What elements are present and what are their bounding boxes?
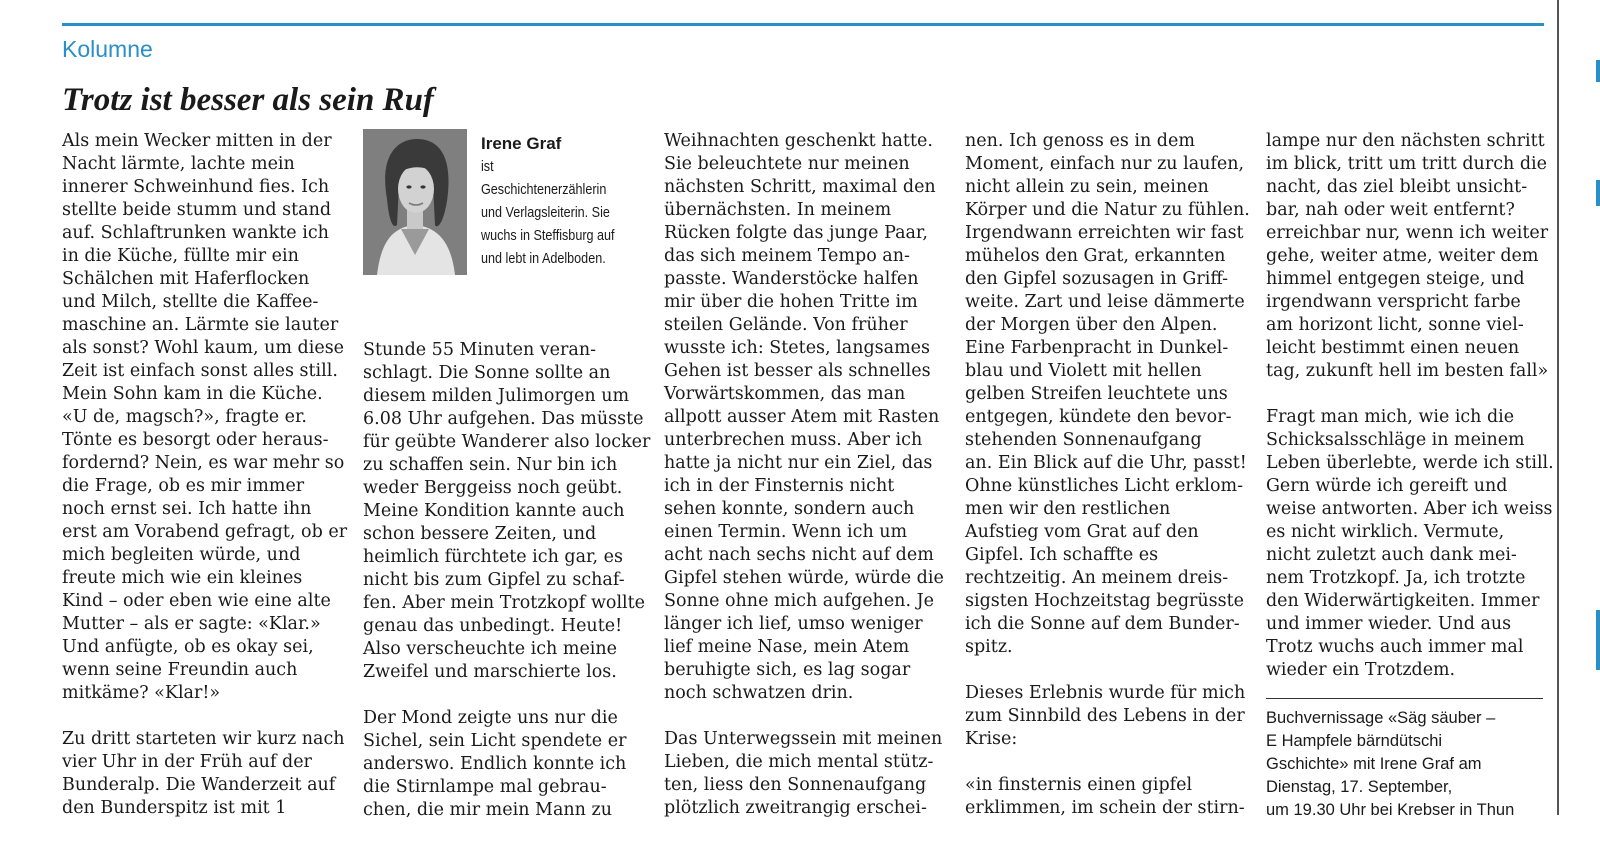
paragraph: «in finsternis einen gipfel erklimmen, im schein der stirn- bbox=[965, 775, 1245, 818]
article-headline: Trotz ist besser als sein Ruf bbox=[62, 82, 434, 118]
paragraph: Das Unterwegssein mit meinen Lieben, die mich mental stütz- ten, liess den Sonnenaufgang plötzlich zweitrangig erschei- bbox=[664, 729, 943, 818]
event-divider bbox=[1266, 698, 1543, 699]
paragraph: lampe nur den nächsten schritt im blick, tritt um tritt durch die nacht, das ziel bleibt unsicht- bar, nah oder weit entfernt? erreichbar nur, wenn ich weiter gehe, weiter atme, weiter dem himmel entgegen steige, und irgendwann verspricht farbe am horizont licht, sonne viel- leicht bestimmt einen neuen tag, zukunft hell im besten fall» bbox=[1266, 131, 1549, 381]
section-label: Kolumne bbox=[62, 36, 153, 62]
gutter-rule bbox=[1557, 0, 1559, 815]
paragraph: Als mein Wecker mitten in der Nacht lärmte, lachte mein innerer Schweinhund fies. Ich stellte beide stumm und stand auf. Schlaftrunken wankte ich in die Küche, füllte mir ein Schälchen mit Haferflocken und Milch, stellte die Kaffee- maschine an. Lärmte sie lauter als sonst? Wohl kaum, um diese Zeit ist einfach sonst alles still. Mein Sohn kam in die Küche. «U de, magsch?», fragte er. Tönte es besorgt oder heraus- fordernd? Nein, es war mehr so die Frage, ob es mir immer noch ernst sei. Ich hatte ihn erst am Vorabend gefragt, ob er mich begleiten würde, und freute mich wie ein kleines Kind – oder eben wie eine alte Mutter – als er sagte: «Klar.» Und anfügte, ob es okay sei, wenn seine Freundin auch mitkäme? «Klar!» bbox=[62, 131, 348, 703]
edge-mark bbox=[1596, 610, 1600, 670]
article-column-1 bbox=[62, 130, 348, 820]
author-bio bbox=[481, 132, 646, 270]
author-portrait bbox=[363, 129, 467, 275]
paragraph: Der Mond zeigte uns nur die Sichel, sein Licht spendete er anderswo. Endlich konnte ich die Stirnlampe mal gebrau- chen, die mir mein Mann zu bbox=[363, 708, 627, 820]
paragraph: Fragt man mich, wie ich die Schicksalsschläge in meinem Leben überlebte, werde ich still. Gern würde ich gereift und weise antworten. Aber ich weiss es nicht wirklich. Vermute, nicht zuletzt auch dank mei- nem Trotzkopf. Ja, ich trotzte den Widerwärtigkeiten. Immer und immer wieder. Und aus Trotz wuchs auch immer mal wieder ein Trotzdem. bbox=[1266, 407, 1554, 680]
paragraph: Weihnachten geschenkt hatte. Sie beleuchtete nur meinen nächsten Schritt, maximal den übernächsten. In meinem Rücken folgte das junge Paar, das sich meinem Tempo an- passte. Wanderstöcke halfen mir über die hohen Tritte im steilen Gelände. Von früher wusste ich: Stetes, langsames Gehen ist besser als schnelles Vorwärtskommen, das man allpott ausser Atem mit Rasten unterbrechen muss. Aber ich hatte ja nicht nur ein Ziel, das ich in der Finsternis nicht sehen konnte, sondern auch einen Termin. Wenn ich um acht nach sechs nicht auf dem Gipfel stehen würde, würde die Sonne ohne mich aufgehen. Je länger ich lief, umso weniger lief meine Nase, mein Atem beruhigte sich, es lag sogar noch schwatzen drin. bbox=[664, 131, 944, 703]
author-name: Irene Graf bbox=[481, 134, 562, 153]
article-column-4 bbox=[965, 130, 1250, 820]
paragraph: nen. Ich genoss es in dem Moment, einfach nur zu laufen, nicht allein zu sein, meinen Körper und die Natur zu fühlen. Irgendwann erreichten wir fast mühelos den Grat, erkannten den Gipfel sozusagen in Griff- weite. Zart und leise dämmerte der Morgen über den Alpen. Eine Farbenpracht in Dunkel- blau und Violett mit hellen gelben Streifen leuchtete uns entgegen, kündete den bevor- stehenden Sonnenaufgang an. Ein Blick auf die Uhr, passt! Ohne künstliches Licht erklom- men wir den restlichen Aufstieg vom Grat auf den Gipfel. Ich schaffte es rechtzeitig. An meinem dreis- sigsten Hochzeitstag begrüsste ich die Sonne auf dem Bunder- spitz. bbox=[965, 131, 1250, 657]
author-description: ist Geschichtenerzählerin und Verlagsleiterin. Sie wuchs in Steffisburg auf und lebt in Adelboden. bbox=[481, 158, 615, 267]
article-column-5 bbox=[1266, 130, 1554, 682]
edge-mark bbox=[1596, 180, 1600, 206]
article-column-2 bbox=[363, 339, 651, 822]
paragraph: Dieses Erlebnis wurde für mich zum Sinnbild des Lebens in der Krise: bbox=[965, 683, 1246, 749]
paragraph: Stunde 55 Minuten veran- schlagt. Die Sonne sollte an diesem milden Julimorgen um 6.08 Uhr aufgehen. Das müsste für geübte Wanderer also locker zu schaffen sein. Nur bin ich weder Berggeiss noch geübt. Meine Kondition kannte auch schon bessere Zeiten, und heimlich fürchtete ich gar, es nicht bis zum Gipfel zu schaf- fen. Aber mein Trotzkopf wollte genau das unbedingt. Heute! Also verscheuchte ich meine Zweifel und marschierte los. bbox=[363, 340, 651, 682]
edge-mark bbox=[1596, 60, 1600, 82]
article-column-3 bbox=[664, 130, 946, 820]
paragraph: Zu dritt starteten wir kurz nach vier Uhr in der Früh auf der Bunderalp. Die Wanderzeit auf den Bunderspitz ist mit 1 bbox=[62, 729, 345, 818]
top-rule bbox=[62, 23, 1544, 26]
event-note: Buchvernissage «Säg säuber – E Hampfele bärndütschi Gschichte» mit Irene Graf am Dienstag, 17. September, um 19.30 Uhr bei Krebser in Thun bbox=[1266, 709, 1515, 819]
